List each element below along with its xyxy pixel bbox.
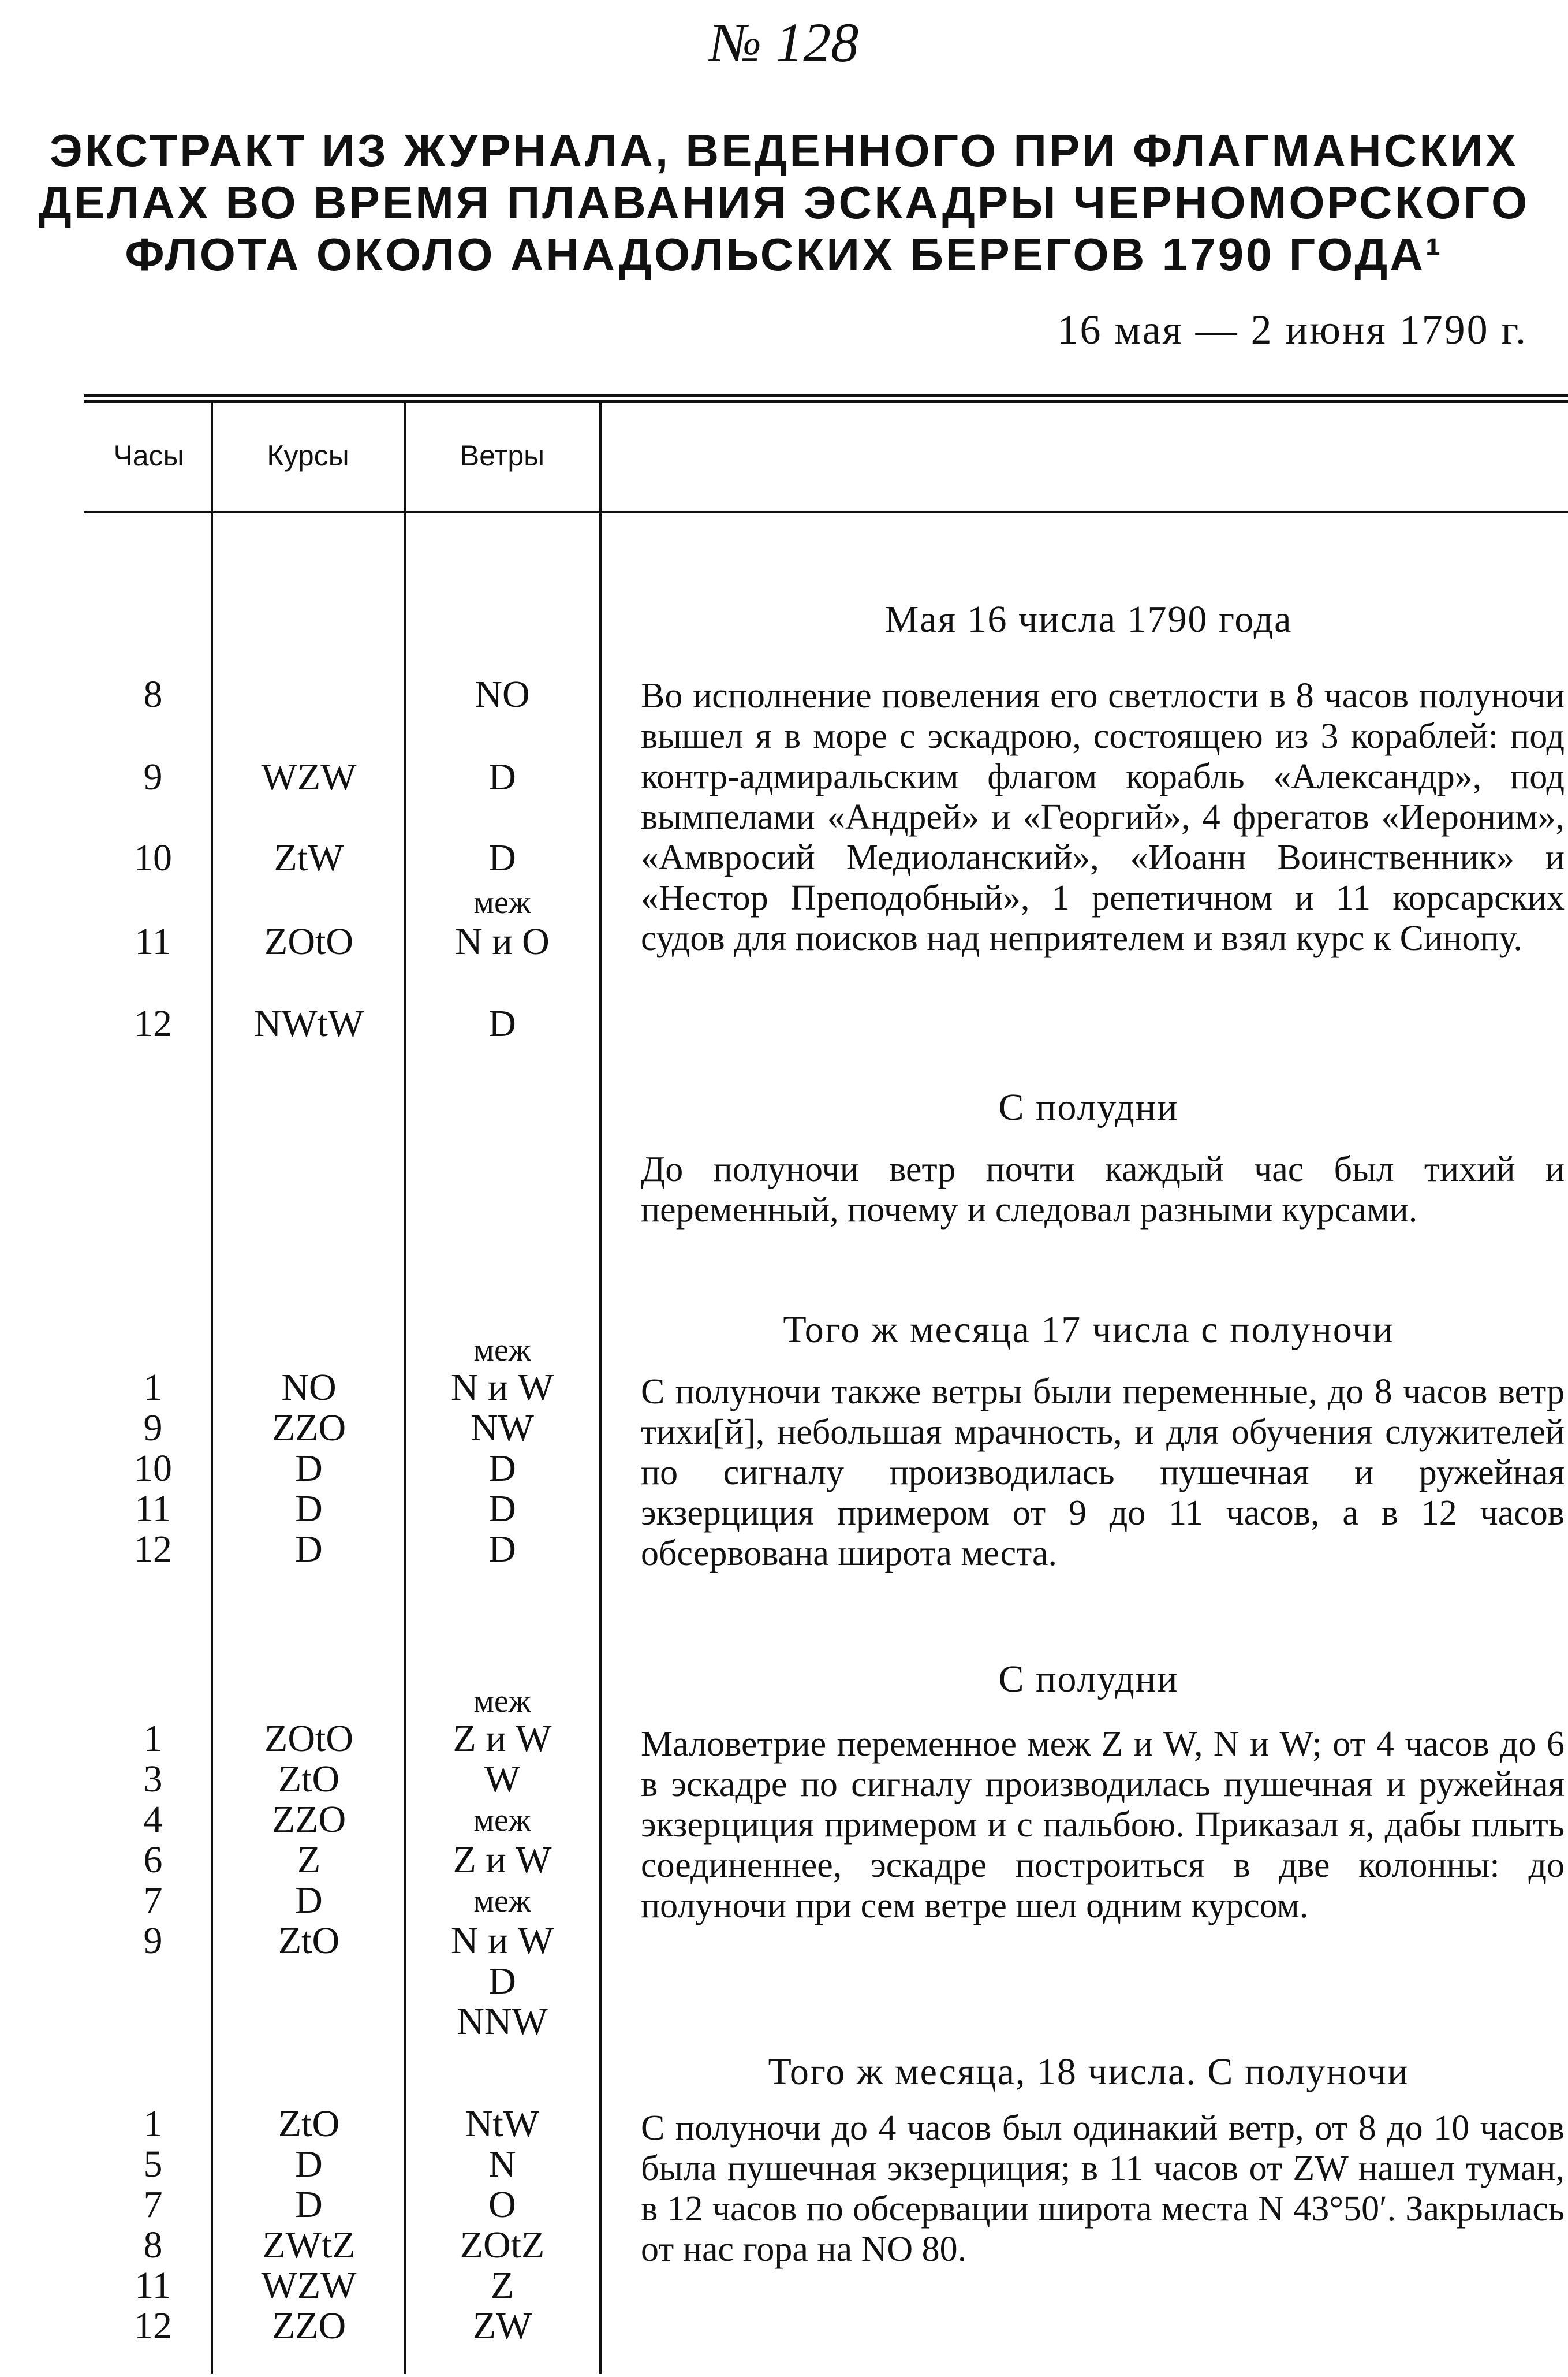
- title-line-3: ФЛОТА ОКОЛО АНАДОЛЬСКИХ БЕРЕГОВ 1790 ГОДА¹: [125, 229, 1443, 280]
- hour-cell: 12: [134, 1528, 172, 1570]
- journal-paragraph: Во исполнение повеления его светлости в 8 часов полуночи вышел я в море с эскадрою, состоящею из 3 кораблей: под контр-адмиральским флагом корабль «Александр», под вымпелами «Андрей» и «Георгий», 4 фрегатов «Иероним», «Амвросий Медиоланский», «Иоанн Воинственник» и «Нестор Преподобный», 1 репетичном и 11 корсарских судов для поисков над неприятелем и взял курс к Синопу.: [641, 676, 1565, 958]
- section-title: Мая 16 числа 1790 года: [884, 598, 1293, 640]
- course-cell: ZtW: [274, 837, 344, 879]
- section-title: С полудни: [998, 1086, 1179, 1128]
- course-cell: WZW: [261, 756, 357, 798]
- wind-note: меж: [473, 885, 531, 921]
- journal-paragraph: Маловетрие переменное меж Z и W, N и W; от 4 часов до 6 в эскадре по сигналу производилась пушечная и ружейная экзерциция примером и с пальбою. Приказал я, дабы плыть соединеннее, эскадре построиться в две колонны: до полуночи при сем ветре шел одним курсом.: [641, 1724, 1565, 1925]
- wind-cell: NO: [475, 673, 530, 716]
- wind-cell: O: [488, 2184, 516, 2226]
- hour-cell: 9: [143, 756, 163, 798]
- table-top-rule: [84, 394, 1568, 397]
- wind-note: меж: [473, 1802, 531, 1838]
- column-header-courses: Курсы: [267, 439, 349, 472]
- course-cell: ZWtZ: [262, 2224, 356, 2266]
- wind-cell: ZW: [472, 2305, 532, 2347]
- section-title: С полудни: [998, 1658, 1179, 1700]
- title-line-1: ЭКСТРАКТ ИЗ ЖУРНАЛА, ВЕДЕННОГО ПРИ ФЛАГМАНСКИХ: [49, 125, 1519, 176]
- course-cell: ZZO: [271, 1798, 346, 1841]
- column-header-winds: Ветры: [460, 439, 545, 472]
- wind-cell: N и W: [450, 1920, 554, 1962]
- course-cell: ZtO: [278, 2103, 340, 2145]
- hour-cell: 9: [143, 1920, 163, 1962]
- course-cell: D: [295, 2143, 323, 2185]
- course-cell: D: [295, 1879, 323, 1921]
- wind-cell: NNW: [457, 2000, 548, 2043]
- hour-cell: 8: [143, 2224, 163, 2266]
- hour-cell: 5: [143, 2143, 163, 2185]
- date-range: 16 мая — 2 июня 1790 г.: [1057, 307, 1528, 353]
- hour-cell: 12: [134, 1003, 172, 1045]
- table-top-rule-double: [84, 400, 1568, 403]
- course-cell: D: [295, 1488, 323, 1530]
- wind-cell: Z: [490, 2264, 514, 2307]
- wind-cell: Z и W: [453, 1839, 552, 1881]
- journal-paragraph: С полуночи также ветры были переменные, до 8 часов ветр тихи[й], небольшая мрачность, и для обучения служителей по сигналу производилась пушечная и ружейная экзерциция примером от 9 до 11 часов, а в 12 часов обсервована широта места.: [641, 1372, 1565, 1573]
- wind-cell: Z и W: [453, 1717, 552, 1760]
- course-cell: ZZO: [271, 1407, 346, 1449]
- hour-cell: 12: [134, 2305, 172, 2347]
- course-cell: D: [295, 1528, 323, 1570]
- wind-note: меж: [473, 1332, 531, 1368]
- wind-cell: NW: [471, 1407, 534, 1449]
- hour-cell: 3: [143, 1758, 163, 1800]
- wind-cell: D: [488, 1960, 516, 2002]
- course-cell: Z: [297, 1839, 321, 1881]
- hour-cell: 11: [135, 2264, 171, 2307]
- wind-note: меж: [473, 1883, 531, 1919]
- wind-cell: W: [484, 1758, 521, 1800]
- hour-cell: 6: [143, 1839, 163, 1881]
- table-header-rule: [84, 511, 1568, 513]
- course-cell: ZOtO: [264, 1717, 353, 1760]
- wind-cell: D: [488, 1003, 516, 1045]
- column-header-hours: Часы: [113, 439, 184, 472]
- column-divider-2: [404, 401, 406, 2374]
- hour-cell: 11: [135, 921, 171, 963]
- wind-cell: NtW: [465, 2103, 540, 2145]
- hour-cell: 9: [143, 1407, 163, 1449]
- wind-cell: N: [488, 2143, 516, 2185]
- hour-cell: 7: [143, 2184, 163, 2226]
- hour-cell: 11: [135, 1488, 171, 1530]
- section-title: Того ж месяца, 18 числа. С полуночи: [768, 2051, 1409, 2093]
- course-cell: D: [295, 2184, 323, 2226]
- title-line-2: ДЕЛАХ ВО ВРЕМЯ ПЛАВАНИЯ ЭСКАДРЫ ЧЕРНОМОРСКОГО: [38, 177, 1530, 228]
- course-cell: NWtW: [253, 1003, 364, 1045]
- column-divider-3: [599, 401, 602, 2374]
- wind-cell: ZOtZ: [460, 2224, 545, 2266]
- course-cell: ZOtO: [264, 921, 353, 963]
- hour-cell: 1: [143, 1366, 163, 1409]
- course-cell: D: [295, 1447, 323, 1489]
- wind-cell: N и W: [450, 1366, 554, 1409]
- course-cell: WZW: [261, 2264, 357, 2307]
- course-cell: NO: [281, 1366, 337, 1409]
- hour-cell: 1: [143, 1717, 163, 1760]
- journal-paragraph: До полуночи ветр почти каждый час был тихий и переменный, почему и следовал разными курсами.: [641, 1150, 1565, 1230]
- wind-cell: N и O: [455, 921, 550, 963]
- wind-note: меж: [473, 1683, 531, 1719]
- document-number: № 128: [709, 12, 859, 73]
- wind-cell: D: [488, 756, 516, 798]
- wind-cell: D: [488, 837, 516, 879]
- section-title: Того ж месяца 17 числа с полуночи: [783, 1309, 1394, 1351]
- hour-cell: 8: [143, 673, 163, 716]
- hour-cell: 10: [134, 837, 172, 879]
- wind-cell: D: [488, 1488, 516, 1530]
- course-cell: ZtO: [278, 1758, 340, 1800]
- wind-cell: D: [488, 1447, 516, 1489]
- course-cell: ZZO: [271, 2305, 346, 2347]
- hour-cell: 4: [143, 1798, 163, 1841]
- hour-cell: 1: [143, 2103, 163, 2145]
- hour-cell: 7: [143, 1879, 163, 1921]
- hour-cell: 10: [134, 1447, 172, 1489]
- wind-cell: D: [488, 1528, 516, 1570]
- course-cell: ZtO: [278, 1920, 340, 1962]
- journal-paragraph: С полуночи до 4 часов был одинакий ветр, от 8 до 10 часов была пушечная экзерциция; в 11 часов от ZW нашел туман, в 12 часов по обсервации широта места N 43°50′. Закрылась от нас гора на NO 80.: [641, 2108, 1565, 2269]
